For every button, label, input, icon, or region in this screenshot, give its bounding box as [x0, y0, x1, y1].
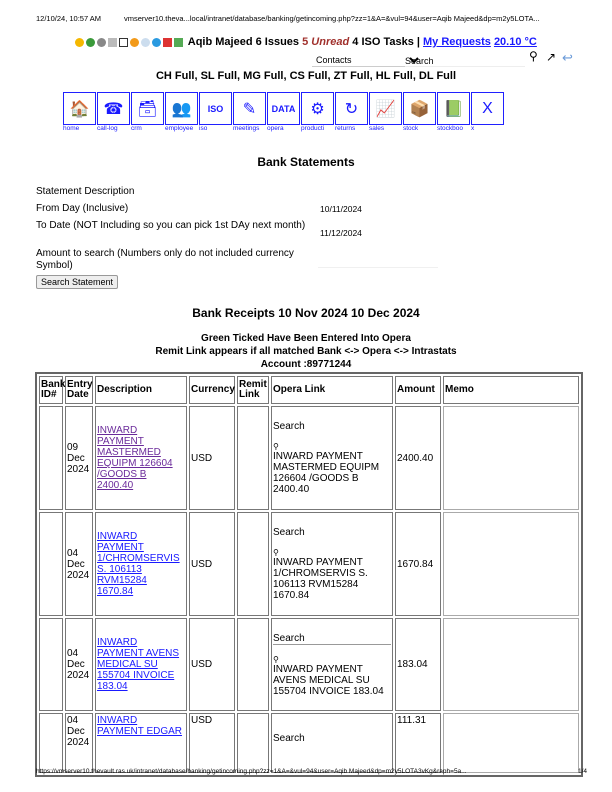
issues-count[interactable]: 6 Issues [255, 36, 300, 48]
amount-cell: 111.31 [395, 713, 441, 773]
stock-icon[interactable]: 📦 [403, 92, 436, 125]
entry-date-cell: 04 Dec 2024 [65, 512, 93, 616]
entry-date-cell: 04 Dec 2024 [65, 618, 93, 711]
temperature[interactable]: 20.10 °C [493, 36, 537, 48]
currency-cell: USD [189, 406, 235, 510]
x-icon[interactable]: X [471, 92, 504, 125]
description-link[interactable]: INWARD PAYMENT 1/CHROMSERVIS S. 106113 RVM15284 1670.84 [97, 531, 180, 597]
status-summary: CH Full, SL Full, MG Full, CS Full, ZT Full, HL Full, DL Full [155, 70, 457, 82]
opera-search-link[interactable]: Search [273, 732, 305, 744]
table-row [39, 618, 579, 711]
description-link[interactable]: INWARD PAYMENT AVENS MEDICAL SU 155704 INVOICE 183.04 [97, 637, 180, 692]
opera-match-text: INWARD PAYMENT 1/CHROMSERVIS S. 106113 RVM15284 1670.84 [273, 557, 368, 601]
opera-search-link[interactable]: Search [273, 633, 391, 645]
header-description: Description [95, 376, 187, 404]
remit-link-cell [237, 713, 269, 773]
table-row [39, 512, 579, 616]
stockboo-icon[interactable]: 📗 [437, 92, 470, 125]
description-link[interactable]: INWARD PAYMENT MASTERMED EQUIPM 126604 /GOODS B 2400.40 [97, 425, 173, 491]
entry-date-cell: 09 Dec 2024 [65, 406, 93, 510]
opera-link-cell [271, 618, 393, 711]
iso-icon[interactable]: ISO [199, 92, 232, 125]
my-requests-link[interactable]: My Requests [423, 36, 491, 48]
external-link-icon[interactable]: ↗ [546, 50, 557, 64]
crm-icon[interactable]: 🗃 [131, 92, 164, 125]
nav-label[interactable]: x [471, 125, 475, 132]
user-name: Aqib Majeed [187, 36, 253, 48]
table-row [39, 406, 579, 510]
producti-icon[interactable]: ⚙ [301, 92, 334, 125]
opera-search-link[interactable]: Search [273, 527, 305, 538]
back-arrow-icon[interactable]: ↩ [562, 50, 573, 65]
bank-id-cell [39, 618, 63, 711]
statement-description-label: Statement Description [36, 186, 135, 197]
opera-link-cell [271, 406, 393, 510]
table-row [39, 713, 579, 773]
description-link[interactable]: INWARD PAYMENT EDGAR [97, 715, 183, 737]
currency-cell: USD [189, 512, 235, 616]
to-date-label: To Date (NOT Including so you can pick 1st DAy next month) [36, 220, 306, 231]
nav-label[interactable]: producti [301, 125, 325, 132]
header-bank-id: Bank ID# [39, 376, 63, 404]
amount-cell: 1670.84 [395, 512, 441, 616]
unread-count[interactable]: 5 [302, 36, 309, 48]
header-amount: Amount [395, 376, 441, 404]
page-title: Bank Statements [257, 155, 355, 169]
receipts-title: Bank Receipts 10 Nov 2024 10 Dec 2024 [192, 306, 420, 320]
from-day-input[interactable]: 10/11/2024 [320, 204, 362, 214]
header-currency: Currency [189, 376, 235, 404]
nav-label[interactable]: stock [403, 125, 419, 132]
unread-label[interactable]: Unread [311, 36, 350, 48]
nav-label[interactable]: sales [369, 125, 385, 132]
nav-label[interactable]: meetings [233, 125, 260, 132]
returns-icon[interactable]: ↻ [335, 92, 368, 125]
opera-icon[interactable]: DATA [267, 92, 300, 125]
remit-link-cell [237, 618, 269, 711]
opera-match-text: INWARD PAYMENT AVENS MEDICAL SU 155704 INVOICE 183.04 [273, 663, 384, 697]
nav-label[interactable]: home [63, 125, 80, 132]
receipts-table [35, 372, 583, 777]
search-input[interactable]: Search [405, 56, 525, 67]
header-entry-date: Entry Date [65, 376, 93, 404]
sales-icon[interactable]: 📈 [369, 92, 402, 125]
magnifier-icon[interactable]: ⚲ [273, 548, 279, 557]
nav-label[interactable]: crm [131, 125, 142, 132]
receipts-note-2: Remit Link appears if all matched Bank <-> Opera <-> Intrastats [155, 346, 457, 357]
search-statement-button[interactable]: Search Statement [36, 275, 118, 289]
opera-link-cell [271, 713, 393, 773]
print-footer-url: https://vmserver10.thevault.ras.uk/intranet/database/banking/getincoming.php?zz=1&A=&vul=94&user=Aqib Majeed&dp=m2y5LOTA3vKg&raph=5a... [36, 768, 467, 775]
magnifier-icon[interactable]: ⚲ [273, 654, 279, 664]
nav-label[interactable]: iso [199, 125, 208, 132]
magnifier-icon[interactable]: ⚲ [273, 442, 279, 451]
opera-match-text: INWARD PAYMENT MASTERMED EQUIPM 126604 /GOODS B 2400.40 [273, 451, 380, 495]
bank-id-cell [39, 512, 63, 616]
remit-link-cell [237, 406, 269, 510]
print-datetime: 12/10/24, 10:57 AM [36, 14, 102, 23]
to-date-input[interactable]: 11/12/2024 [320, 228, 362, 238]
from-day-label: From Day (Inclusive) [36, 203, 129, 214]
memo-cell[interactable] [443, 618, 579, 711]
memo-cell[interactable] [443, 406, 579, 510]
account-number: Account :89771244 [260, 359, 352, 370]
header-opera-link: Opera Link [271, 376, 393, 404]
header-memo: Memo [443, 376, 579, 404]
amount-cell: 183.04 [395, 618, 441, 711]
meetings-icon[interactable]: ✎ [233, 92, 266, 125]
home-icon[interactable]: 🏠 [63, 92, 96, 125]
nav-label[interactable]: stockboo [437, 125, 464, 132]
call-log-icon[interactable]: ☎ [97, 92, 130, 125]
opera-search-link[interactable]: Search [273, 421, 305, 432]
amount-cell: 2400.40 [395, 406, 441, 510]
nav-label[interactable]: returns [335, 125, 356, 132]
opera-link-cell [271, 512, 393, 616]
currency-cell: USD [189, 713, 235, 773]
print-url: vmserver10.theva...local/intranet/database/banking/getincoming.php?zz=1&A=&vul=94&user=Aqib Majeed&dp=m2y5LOTA... [124, 14, 540, 23]
amount-label: Amount to search (Numbers only do not included currency Symbol) [36, 248, 294, 271]
remit-link-cell [237, 512, 269, 616]
bank-id-cell [39, 713, 63, 773]
currency-cell: USD [189, 618, 235, 711]
nav-label[interactable]: opera [267, 125, 284, 132]
employee-icon[interactable]: 👥 [165, 92, 198, 125]
bank-id-cell [39, 406, 63, 510]
header-remit-link: Remit Link [237, 376, 269, 404]
entry-date-cell: 04 Dec 2024 [65, 713, 93, 773]
memo-cell[interactable] [443, 713, 579, 773]
search-icon[interactable]: ⚲ [529, 49, 538, 63]
nav-label[interactable]: call-log [97, 125, 118, 132]
receipts-note-1: Green Ticked Have Been Entered Into Opera [201, 333, 411, 344]
page-number: 1/4 [578, 768, 588, 775]
iso-tasks[interactable]: 4 ISO Tasks | [352, 36, 420, 48]
memo-cell[interactable] [443, 512, 579, 616]
nav-label[interactable]: employee [165, 125, 194, 132]
